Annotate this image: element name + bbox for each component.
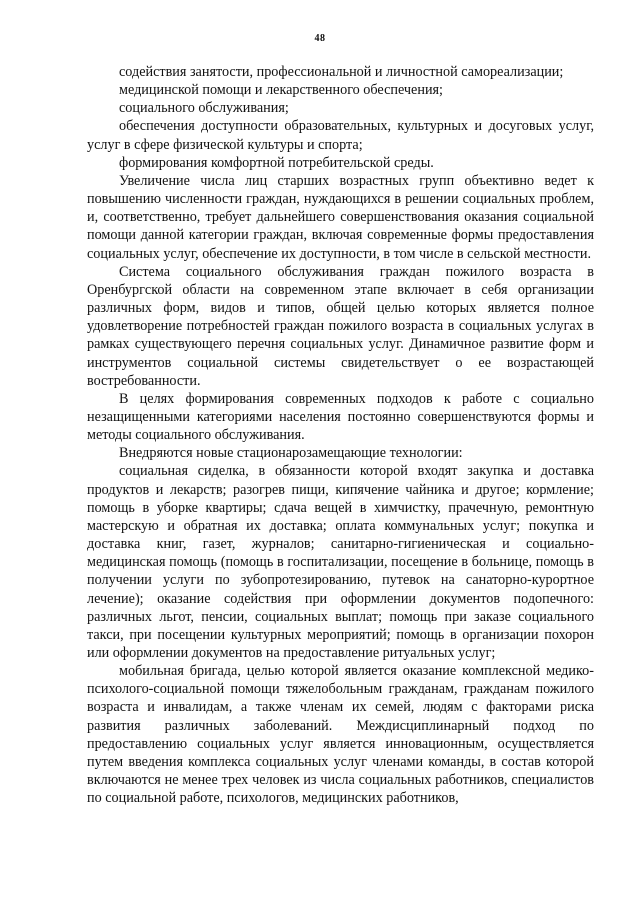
paragraph: социального обслуживания;	[119, 100, 289, 117]
body-text	[87, 63, 594, 807]
paragraph: Увеличение числа лиц старших возрастных групп объективно ведет к повышению численности граждан, нуждающихся в решении социальных проблем, и, соответственно, требует дальнейшего совершенствования оказания социальной помощи данной категории граждан, включая современные формы предоставления социальных услуг, обеспечение их доступности, в том числе в сельской местности.	[87, 172, 594, 262]
paragraph: обеспечения доступности образовательных, культурных и досуговых услуг, услуг в сфере физической культуры и спорта;	[87, 118, 594, 153]
page-number: 48	[314, 33, 326, 44]
paragraph: мобильная бригада, целью которой является оказание комплексной медико-психолого-социальной помощи тяжелобольным гражданам, гражданам пожилого возраста и инвалидам, а также членам их семей, людям с факторами риска развития различных заболеваний. Междисциплинарный подход по предоставлению социальных услуг является инновационным, осуществляется путем введения комплекса социальных услуг членами команды, в состав которой включаются не менее трех человек из числа социальных работников, специалистов по социальной работе, психологов, медицинских работников,	[87, 663, 594, 807]
paragraph: социальная сиделка, в обязанности которой входят закупка и доставка продуктов и лекарств; разогрев пищи, кипячение чайника и другое; кормление; помощь в уборке квартиры; сдача вещей в химчистку, прачечную, ремонтную мастерскую и обратная их доставка; оплата коммунальных услуг; покупка и доставка книг, газет, журналов; санитарно-гигиеническая и социально-медицинская помощь (помощь в госпитализации, посещение в больнице, помощь в получении услуги по зубопротезированию, путевок на санаторно-курортное лечение); оказание содействия при оформлении документов подопечного: различных льгот, пенсии, социальных выплат; помощь при заказе социального такси, при посещении культурных мероприятий; помощь в организации похорон или оформлении документов на предоставление ритуальных услуг;	[87, 463, 594, 661]
paragraph: В целях формирования современных подходов к работе с социально незащищенными категориями населения постоянно совершенствуются формы и методы социального обслуживания.	[87, 390, 594, 444]
paragraph: Внедряются новые стационарозамещающие технологии:	[119, 445, 463, 462]
paragraph: содействия занятости, профессиональной и личностной самореализации;	[119, 64, 564, 80]
paragraph: медицинской помощи и лекарственного обеспечения;	[119, 82, 444, 99]
paragraph: формирования комфортной потребительской среды.	[119, 154, 434, 171]
paragraph: Система социального обслуживания граждан пожилого возраста в Оренбургской области на современном этапе включает в себя организации различных форм, видов и типов, общей целью которых является полное удовлетворение потребностей граждан пожилого возраста в социальных услугах в рамках существующего перечня социальных услуг. Динамичное развитие форм и инструментов социальной системы свидетельствует о ее возрастающей востребованности.	[87, 263, 594, 389]
